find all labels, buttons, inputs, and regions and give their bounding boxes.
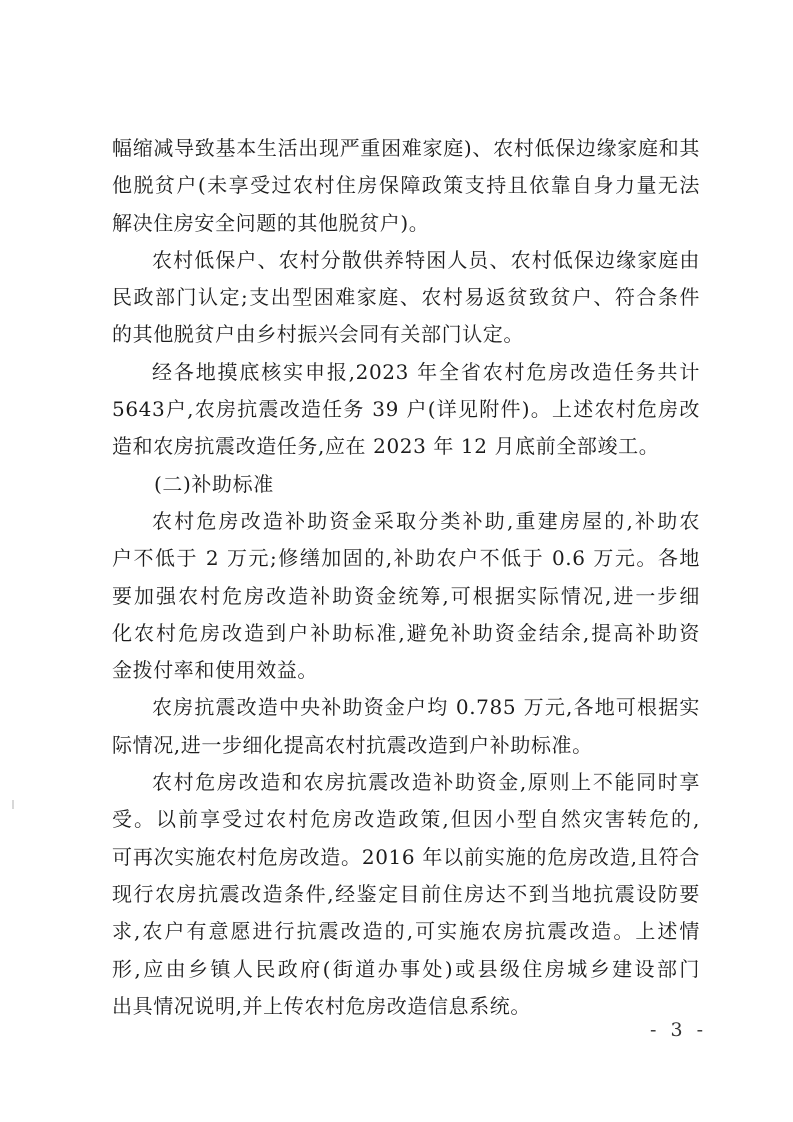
text-line: 现行农房抗震改造条件,经鉴定目前住房达不到当地抗震设防要 <box>112 881 700 906</box>
text-line: 化农村危房改造到户补助标准,避免补助资金结余,提高补助资 <box>112 620 700 645</box>
section-heading: (二)补助标准 <box>154 471 274 496</box>
text-line: 解决住房安全问题的其他脱贫户)。 <box>112 210 430 235</box>
text-line: 出具情况说明,并上传农村危房改造信息系统。 <box>112 993 531 1018</box>
text-line: 5643户,农房抗震改造任务 39 户(详见附件)。上述农村危房改 <box>112 397 700 422</box>
text-line: 造和农房抗震改造任务,应在 2023 年 12 月底前全部竣工。 <box>112 434 660 459</box>
text-line: 求,农户有意愿进行抗震改造的,可实施农房抗震改造。上述情 <box>112 919 700 944</box>
text-line: 可再次实施农村危房改造。2016 年以前实施的危房改造,且符合 <box>112 844 700 869</box>
text-line: 户不低于 2 万元;修缮加固的,补助农户不低于 0.6 万元。各地 <box>112 546 700 571</box>
text-line: 要加强农村危房改造补助资金统筹,可根据实际情况,进一步细 <box>112 583 700 608</box>
text-line: 民政部门认定;支出型困难家庭、农村易返贫致贫户、符合条件 <box>112 285 700 310</box>
text-line: 形,应由乡镇人民政府(街道办事处)或县级住房城乡建设部门 <box>112 956 700 981</box>
text-line: 农房抗震改造中央补助资金户均 0.785 万元,各地可根据实 <box>152 695 700 720</box>
page-number: - 3 - <box>649 1019 707 1041</box>
text-line: 的其他脱贫户由乡村振兴会同有关部门认定。 <box>112 322 524 347</box>
text-line: 农村低保户、农村分散供养特困人员、农村低保边缘家庭由 <box>152 247 700 272</box>
scan-artifact <box>12 800 14 809</box>
body-text <box>112 130 700 1025</box>
text-line: 际情况,进一步细化提高农村抗震改造到户补助标准。 <box>112 732 593 757</box>
text-line: 幅缩减导致基本生活出现严重困难家庭)、农村低保边缘家庭和其 <box>112 136 700 160</box>
text-line: 农村危房改造补助资金采取分类补助,重建房屋的,补助农 <box>152 508 700 533</box>
text-line: 经各地摸底核实申报,2023 年全省农村危房改造任务共计 <box>152 359 700 384</box>
text-line: 他脱贫户(未享受过农村住房保障政策支持且依靠自身力量无法 <box>112 173 700 198</box>
text-line: 农村危房改造和农房抗震改造补助资金,原则上不能同时享 <box>152 770 700 795</box>
text-line: 金拨付率和使用效益。 <box>112 658 318 683</box>
text-line: 受。以前享受过农村危房改造政策,但因小型自然灾害转危的, <box>112 807 700 832</box>
